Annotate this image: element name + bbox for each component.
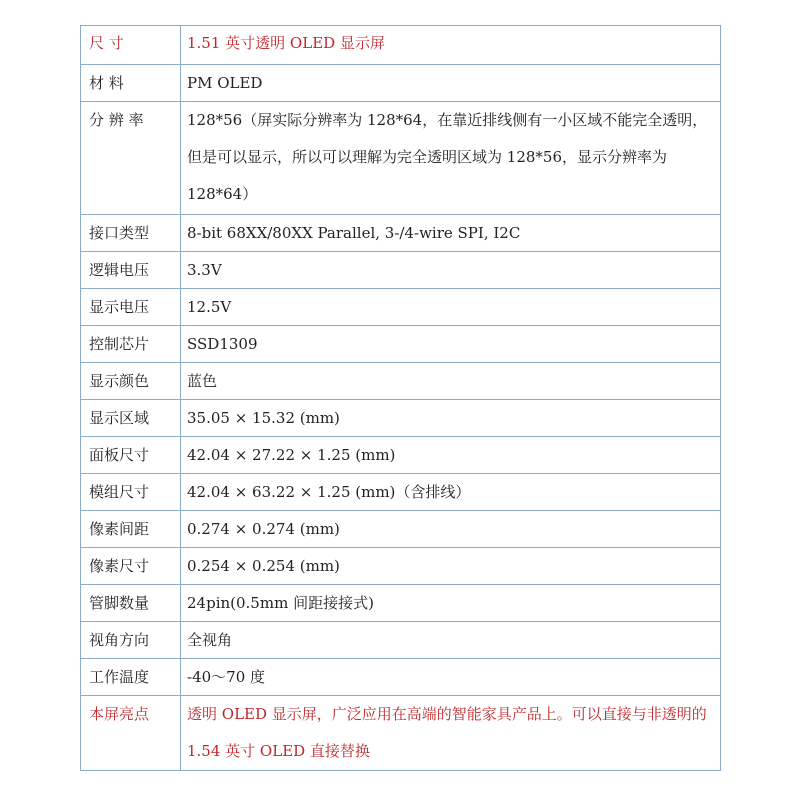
- spec-row-pin-count: [81, 585, 721, 622]
- spec-label: 工作温度: [81, 659, 181, 696]
- spec-row-interface: [81, 215, 721, 252]
- spec-label: 显示颜色: [81, 363, 181, 400]
- spec-value: 全视角: [181, 622, 721, 659]
- spec-row-temperature: [81, 659, 721, 696]
- spec-label: 分 辨 率: [81, 102, 181, 215]
- spec-label: 本屏亮点: [81, 696, 181, 771]
- spec-label: 尺 寸: [81, 26, 181, 65]
- spec-row-viewing-angle: [81, 622, 721, 659]
- spec-row-panel-size: [81, 437, 721, 474]
- spec-value: 0.254 × 0.254 (mm): [181, 548, 721, 585]
- spec-value: 8-bit 68XX/80XX Parallel, 3-/4-wire SPI, I2C: [181, 215, 721, 252]
- spec-label: 像素间距: [81, 511, 181, 548]
- spec-label: 接口类型: [81, 215, 181, 252]
- spec-value: 0.274 × 0.274 (mm): [181, 511, 721, 548]
- spec-label: 管脚数量: [81, 585, 181, 622]
- spec-row-resolution: [81, 102, 721, 215]
- spec-value: PM OLED: [181, 65, 721, 102]
- spec-row-logic-voltage: [81, 252, 721, 289]
- spec-label: 显示区域: [81, 400, 181, 437]
- spec-row-active-area: [81, 400, 721, 437]
- spec-label: 像素尺寸: [81, 548, 181, 585]
- spec-row-display-voltage: [81, 289, 721, 326]
- spec-value: 24pin(0.5mm 间距接接式): [181, 585, 721, 622]
- spec-value: 3.3V: [181, 252, 721, 289]
- spec-row-pixel-size: [81, 548, 721, 585]
- spec-table: [80, 25, 721, 771]
- spec-row-material: [81, 65, 721, 102]
- spec-label: 面板尺寸: [81, 437, 181, 474]
- spec-row-module-size: [81, 474, 721, 511]
- spec-label: 显示电压: [81, 289, 181, 326]
- spec-label: 材 料: [81, 65, 181, 102]
- spec-row-controller: [81, 326, 721, 363]
- spec-value: 42.04 × 63.22 × 1.25 (mm)（含排线）: [181, 474, 721, 511]
- spec-value: 12.5V: [181, 289, 721, 326]
- spec-label: 视角方向: [81, 622, 181, 659]
- spec-value: 128*56（屏实际分辨率为 128*64，在靠近排线侧有一小区域不能完全透明，但是可以显示，所以可以理解为完全透明区域为 128*56，显示分辨率为 128*64）: [181, 102, 721, 215]
- spec-value: SSD1309: [181, 326, 721, 363]
- spec-label: 模组尺寸: [81, 474, 181, 511]
- spec-value: 蓝色: [181, 363, 721, 400]
- spec-value: 35.05 × 15.32 (mm): [181, 400, 721, 437]
- spec-value: 透明 OLED 显示屏，广泛应用在高端的智能家具产品上。可以直接与非透明的 1.54 英寸 OLED 直接替换: [181, 696, 721, 771]
- spec-label: 控制芯片: [81, 326, 181, 363]
- spec-label: 逻辑电压: [81, 252, 181, 289]
- spec-value: 42.04 × 27.22 × 1.25 (mm): [181, 437, 721, 474]
- spec-row-size: [81, 26, 721, 65]
- spec-row-color: [81, 363, 721, 400]
- spec-value: 1.51 英寸透明 OLED 显示屏: [181, 26, 721, 65]
- spec-value: -40～70 度: [181, 659, 721, 696]
- spec-row-highlights: [81, 696, 721, 771]
- spec-row-pixel-pitch: [81, 511, 721, 548]
